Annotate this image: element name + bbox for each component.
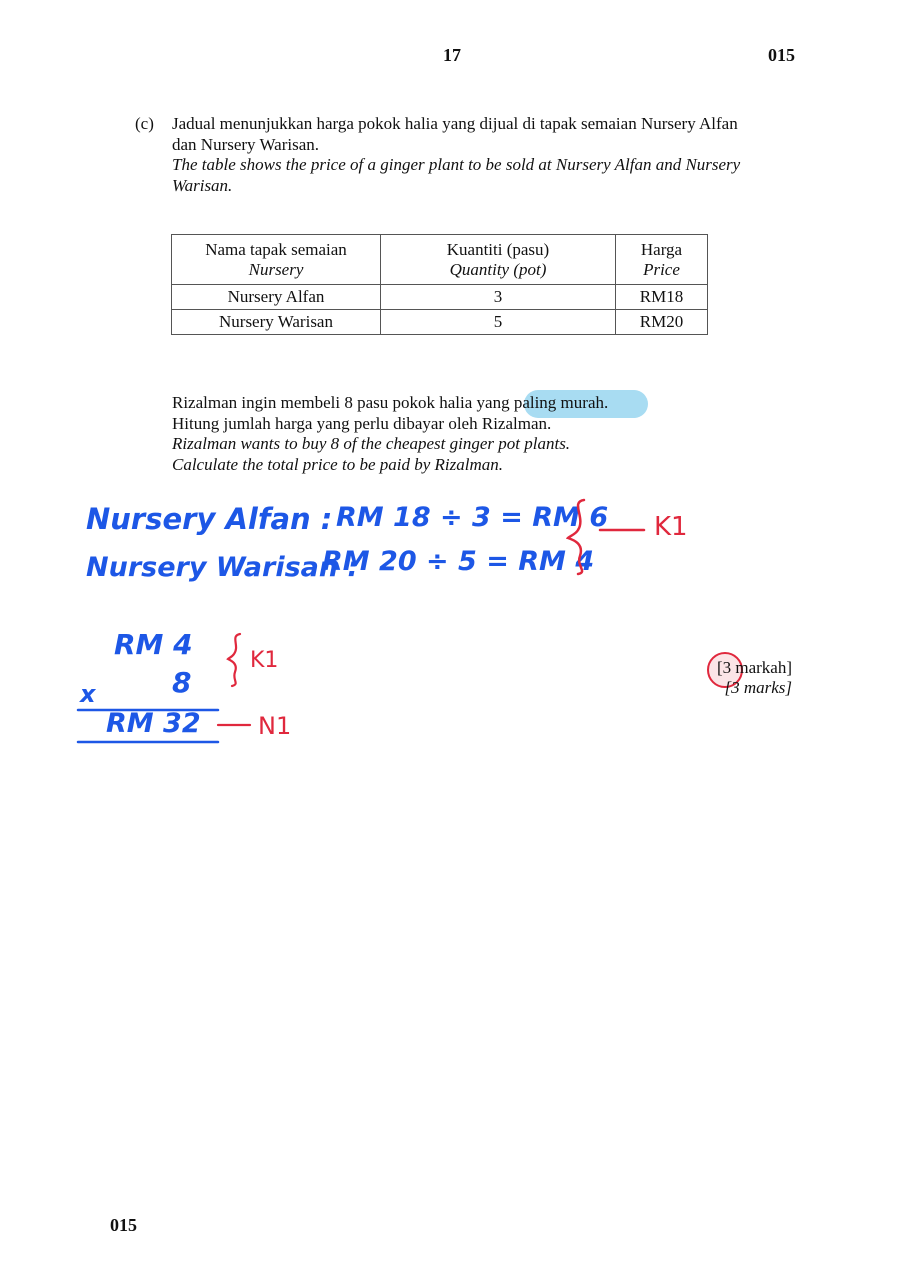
intro-ms-line-2: dan Nursery Warisan. <box>172 134 320 154</box>
task-en-line-1: Rizalman wants to buy 8 of the cheapest ginger pot plants. <box>172 434 571 453</box>
paper-code-header: 015 <box>768 45 795 65</box>
page-number: 17 <box>443 45 461 65</box>
paper-code-footer: 015 <box>110 1215 137 1235</box>
table-row <box>172 310 708 335</box>
hw-line2-calc: RM 20 ÷ 5 = RM 4 <box>322 546 595 577</box>
hw-line1-calc: RM 18 ÷ 3 = RM 6 <box>336 502 609 533</box>
header-nursery <box>172 235 381 285</box>
table-header-row <box>172 235 708 285</box>
hw-mult-sign: x <box>80 680 96 708</box>
header-nursery-en: Nursery <box>248 259 304 279</box>
task-ms-line-1: Rizalman ingin membeli 8 pasu pokok halia yang paling murah. <box>172 393 609 412</box>
header-quantity-ms: Kuantiti (pasu) <box>446 239 550 259</box>
mark-k1-second: K1 <box>250 648 279 673</box>
table-row <box>172 285 708 310</box>
hw-line2-label: Nursery Warisan : <box>86 552 359 583</box>
mark-k1-first: K1 <box>654 512 688 542</box>
hw-mult-factor: 8 <box>172 666 192 699</box>
header-price-en: Price <box>643 259 680 279</box>
intro-en-line-2: Warisan. <box>172 175 233 195</box>
marks-label <box>640 658 792 698</box>
question-intro <box>172 114 792 196</box>
table-cell: Nursery Warisan <box>172 310 381 335</box>
table-cell: 5 <box>381 310 616 335</box>
hw-mult-result: RM 32 <box>106 708 201 739</box>
mark-n1: N1 <box>258 712 292 740</box>
table-cell: RM20 <box>616 310 708 335</box>
header-price-ms: Harga <box>640 239 683 259</box>
header-nursery-ms: Nama tapak semaian <box>205 239 347 259</box>
intro-en-line-1: The table shows the price of a ginger plant to be sold at Nursery Alfan and Nursery <box>172 155 741 174</box>
table-cell: RM18 <box>616 285 708 310</box>
red-brace-icon <box>566 496 606 576</box>
header-quantity <box>381 235 616 285</box>
marks-en: [3 marks] <box>724 678 792 697</box>
header-quantity-en: Quantity (pot) <box>449 259 547 279</box>
price-table <box>171 234 708 335</box>
intro-ms-line-1: Jadual menunjukkan harga pokok halia yang dijual di tapak semaian Nursery Alfan <box>172 114 738 133</box>
hw-mult-top: RM 4 <box>114 628 193 661</box>
task-ms-line-2: Hitung jumlah harga yang perlu dibayar oleh Rizalman. <box>172 413 552 433</box>
hw-line1-label: Nursery Alfan : <box>86 502 333 536</box>
red-dash-icon <box>598 525 646 535</box>
task-en-line-2: Calculate the total price to be paid by Rizalman. <box>172 454 503 474</box>
header-price <box>616 235 708 285</box>
table-cell: Nursery Alfan <box>172 285 381 310</box>
marks-ms: [3 markah] <box>716 658 792 677</box>
question-label: (c) <box>135 114 154 133</box>
red-brace-small-icon <box>226 632 248 688</box>
task-text <box>172 393 792 475</box>
table-cell: 3 <box>381 285 616 310</box>
red-dash-small-icon <box>216 721 252 729</box>
